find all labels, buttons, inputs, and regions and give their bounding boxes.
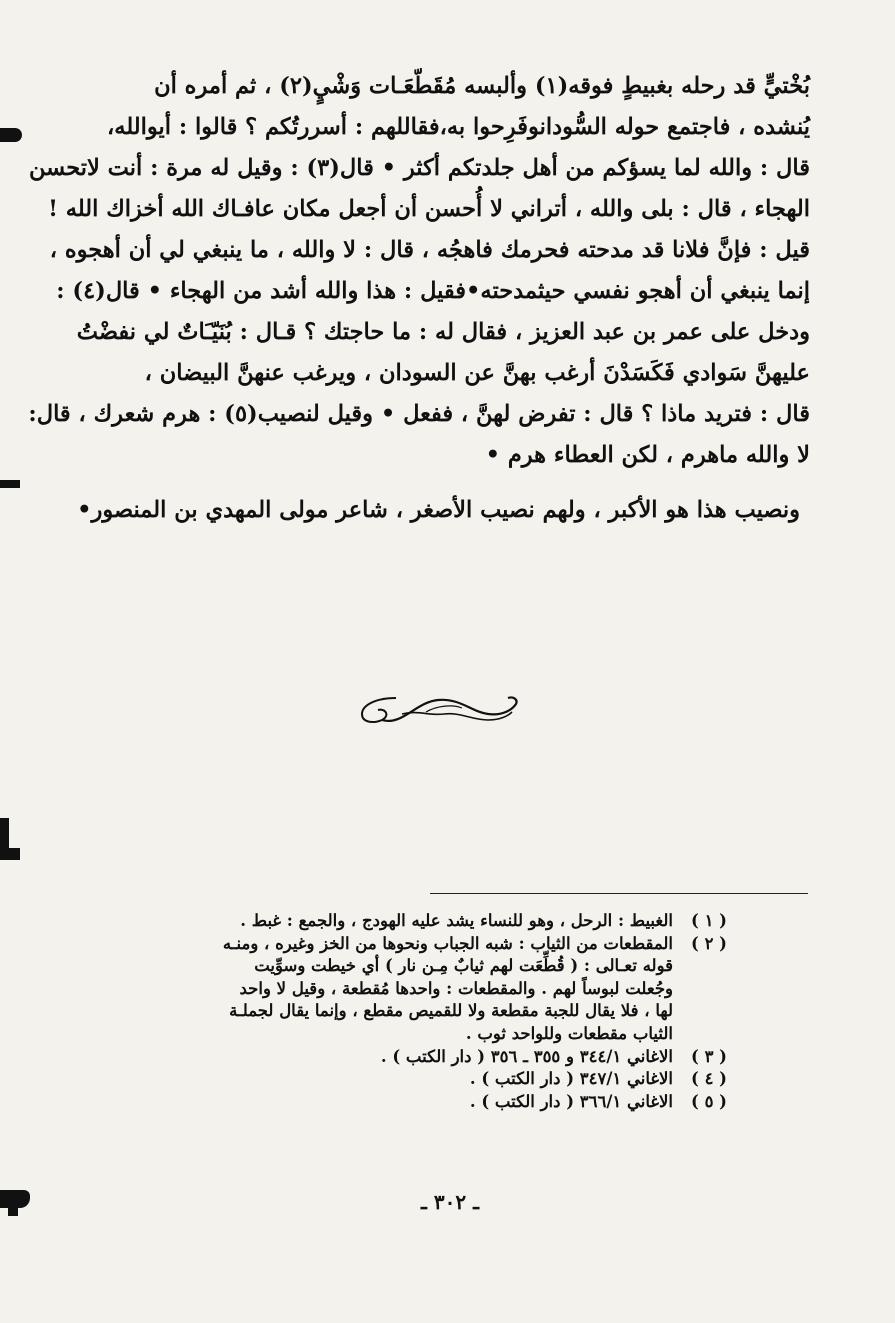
main-text-block [28, 66, 810, 476]
footnote-text: الاغاني ٣٦٦/١ ( دار الكتب ) . [469, 1091, 673, 1111]
flourish-ornament-icon [356, 690, 522, 732]
text-line: قيل : فإنَّ فلانا قد مدحته فحرمك فاهجُه ، قال : لا والله ، ما ينبغي لي أن أهجوه ، [49, 237, 810, 263]
scan-edge-mark [0, 480, 20, 488]
closing-line: ونصيب هذا هو الأكبر ، ولهم نصيب الأصغر ، شاعر مولى المهدي بن المنصور• [77, 497, 800, 523]
footnote-number: ( ٣ ) [691, 1046, 727, 1066]
text-line: قال : فتريد ماذا ؟ قال : تفرض لهنَّ ، ففعل • وقيل لنصيب(٥) : هرم شعرك ، قال: [28, 401, 810, 427]
text-line: عليهنَّ سَوادي فَكَسَدْنَ أرغب بهنَّ عن السودان ، ويرغب عنهنَّ البيضان ، [144, 360, 810, 386]
text-line: إنما ينبغي أن أهجو نفسي حيثمدحته•فقيل : هذا والله أشد من الهجاء • قال(٤) : [56, 278, 810, 304]
text-line: ودخل على عمر بن عبد العزيز ، فقال له : ما حاجتك ؟ قـال : بُنَيّـَاتٌ لي نفضْتُ [76, 319, 810, 345]
footnote-number: ( ١ ) [691, 911, 727, 930]
text-line: لا والله ماهرم ، لكن العطاء هرم • [485, 442, 810, 468]
page-number: ـ ٣٠٢ ـ [421, 1190, 479, 1214]
footnotes [150, 910, 745, 1113]
footnote-text: قوله تعـالى : ( قُطِّعَت لهم ثيابٌ مِـن نار ) أي خيطت وسوِّيت [254, 956, 673, 976]
scan-edge-mark [8, 1202, 18, 1216]
footnote-text: الثياب مقطعات وللواحد ثوب . [465, 1023, 673, 1043]
footnote-text: الاغاني ٣٤٧/١ ( دار الكتب ) . [469, 1069, 673, 1089]
footnote-item [150, 1091, 745, 1114]
footnote-text: الغبيط : الرحل ، وهو للنساء يشد عليه الهودج ، والجمع : غبط . [240, 911, 673, 930]
footnote-item [150, 1046, 745, 1069]
footnote-text: وجُعلت لبوساً لهم . والمقطعات : واحدها مُقطعة ، وقيل لا واحد [239, 978, 673, 998]
footnote-item [150, 933, 745, 1046]
footnote-number: ( ٤ ) [691, 1069, 727, 1089]
footnote-number: ( ٢ ) [691, 933, 727, 953]
footnote-text: لها ، فلا يقال للجبة مقطعة ولا للقميص مقطع ، وإنما يقال لجملـة [229, 1001, 673, 1021]
scan-edge-mark [0, 128, 22, 142]
footnote-text: الاغاني ٣٤٤/١ و ٣٥٥ ـ ٣٥٦ ( دار الكتب ) . [380, 1046, 673, 1066]
footnote-item [150, 1068, 745, 1091]
footnote-text: المقطعات من الثياب : شبه الجباب ونحوها من الخز وغيره ، ومنـه [222, 933, 673, 953]
footnote-number: ( ٥ ) [691, 1091, 727, 1111]
scan-edge-mark [0, 848, 20, 860]
footnote-item [150, 910, 745, 933]
text-line: يُنشده ، فاجتمع حوله السُّودانوفَرِحوا به،فقاللهم : أسررتُكم ؟ قالوا : أيوالله، [107, 114, 810, 140]
footnote-divider [430, 893, 808, 894]
text-line: الهجاء ، قال : بلى والله ، أتراني لا أُحسن أن أجعل مكان عافـاك الله أخزاك الله ! [48, 196, 810, 222]
text-line: بُخْتيٍّ قد رحله بغبيطٍ فوقه(١) وألبسه مُقَطّعَـات وَشْيٍ(٢) ، ثم أمره أن [154, 73, 810, 99]
text-line: قال : والله لما يسؤكم من أهل جلدتكم أكثر • قال(٣) : وقيل له مرة : أنت لاتحسن [29, 155, 810, 181]
